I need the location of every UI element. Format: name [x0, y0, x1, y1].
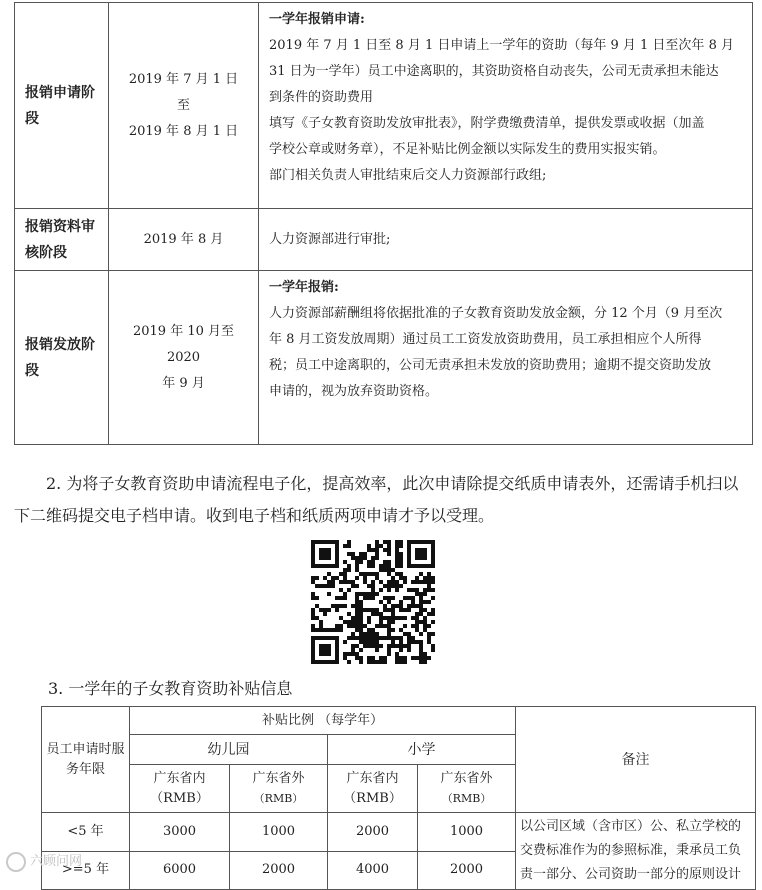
value-cell: 1000 — [230, 813, 328, 852]
watermark-text: 六顾问网 — [30, 854, 83, 869]
watermark — [6, 850, 82, 872]
qr-code-image — [311, 540, 435, 664]
date-line: 年 9 月 — [162, 375, 205, 391]
value-cell: 6000 — [130, 851, 230, 890]
stage-cell: 报销发放阶段 — [15, 271, 109, 445]
date-cell — [109, 209, 259, 271]
out-province-header — [230, 765, 328, 813]
content-line: 税；员工中途离职的，公司无责承担未发放的资助费用；逾期不提交资助发放 — [269, 358, 712, 373]
value-cell: 2000 — [328, 813, 418, 852]
value-cell: 2000 — [230, 851, 328, 890]
table-row — [15, 271, 753, 445]
subsidy-table — [41, 706, 756, 890]
content-line: 人力资源部薪酬组将依据批准的子女教育资助发放金额，分 12 个月（9 月至次 — [269, 306, 723, 321]
content-line: 填写《子女教育资助发放审批表》，附学费缴费清单，提供发票或收据（加盖 — [269, 116, 705, 131]
out-province-label: 广东省外 — [252, 770, 305, 786]
content-line: 申请的，视为放弃资助资格。 — [269, 384, 439, 399]
ratio-header: 补贴比例 （每学年） — [130, 707, 516, 735]
table-row — [15, 209, 753, 271]
table-row — [15, 3, 753, 209]
date-line: 2019 年 8 月 — [143, 231, 224, 247]
watermark-logo-icon — [6, 852, 26, 872]
date-line: 至 — [176, 97, 190, 113]
in-province-header: 广东省内（RMB） — [130, 765, 230, 813]
rmb-label: （RMB） — [441, 791, 492, 805]
date-line: 2019 年 8 月 1 日 — [128, 123, 239, 139]
years-cell: <5 年 — [42, 813, 130, 852]
primary-header: 小学 — [328, 735, 516, 765]
table-row — [42, 707, 756, 735]
paragraph-qr-instructions: 2. 为将子女教育资助申请流程电子化，提高效率，此次申请除提交纸质申请表外，还需请手机扫以下二维码提交电子档申请。收到电子档和纸质两项申请才予以受理。 — [14, 474, 739, 525]
value-cell: 4000 — [328, 851, 418, 890]
out-province-label: 广东省外 — [440, 770, 493, 786]
value-cell: 2000 — [418, 851, 516, 890]
content-heading: 一学年报销: — [269, 280, 339, 295]
date-line: 2019 年 10 月至 2020 — [132, 323, 235, 365]
years-cell: >=5 年 — [42, 851, 130, 890]
table-row — [42, 813, 756, 852]
content-heading: 一学年报销申请: — [269, 12, 365, 27]
stage-cell: 报销资料审核阶段 — [15, 209, 109, 271]
stage-cell: 报销申请阶段 — [15, 3, 109, 209]
kindergarten-header: 幼儿园 — [130, 735, 328, 765]
date-line: 2019 年 7 月 1 日 — [128, 71, 239, 87]
content-line: 学校公章或财务章），不足补贴比例金额以实际发生的费用实报实销。 — [269, 142, 666, 157]
content-cell — [259, 271, 753, 445]
in-province-header: 广东省内（RMB） — [328, 765, 418, 813]
reimbursement-process-table — [14, 2, 753, 445]
note-header: 备注 — [516, 707, 756, 813]
note-cell: 以公司区域（含市区）公、私立学校的交费标准作为的参照标准，秉承员工负责一部分、公司资助一部分的原则设计 — [516, 813, 756, 890]
content-line: 年 8 月工资发放周期）通过员工工资发放资助费用，员工承担相应个人所得 — [269, 332, 702, 347]
content-line: 到条件的资助费用 — [269, 90, 374, 105]
content-line: 2019 年 7 月 1 日至 8 月 1 日申请上一学年的资助（每年 9 月 1 日至次年 8 月 — [269, 38, 734, 53]
date-cell — [109, 271, 259, 445]
content-line: 人力资源部进行审批; — [269, 231, 391, 247]
out-province-header — [418, 765, 516, 813]
date-cell — [109, 3, 259, 209]
content-cell — [259, 3, 753, 209]
rmb-label: （RMB） — [253, 791, 304, 805]
section-3-title: 3. 一学年的子女教育资助补贴信息 — [48, 679, 293, 698]
content-line: 部门相关负责人审批结束后交人力资源部行政组; — [269, 168, 547, 183]
content-cell — [259, 209, 753, 271]
value-cell: 1000 — [418, 813, 516, 852]
content-line: 31 日为一学年）员工中途离职的，其资助资格自动丧失，公司无责承担未能达 — [269, 64, 719, 79]
service-years-header: 员工申请时服务年限 — [42, 707, 130, 813]
value-cell: 3000 — [130, 813, 230, 852]
